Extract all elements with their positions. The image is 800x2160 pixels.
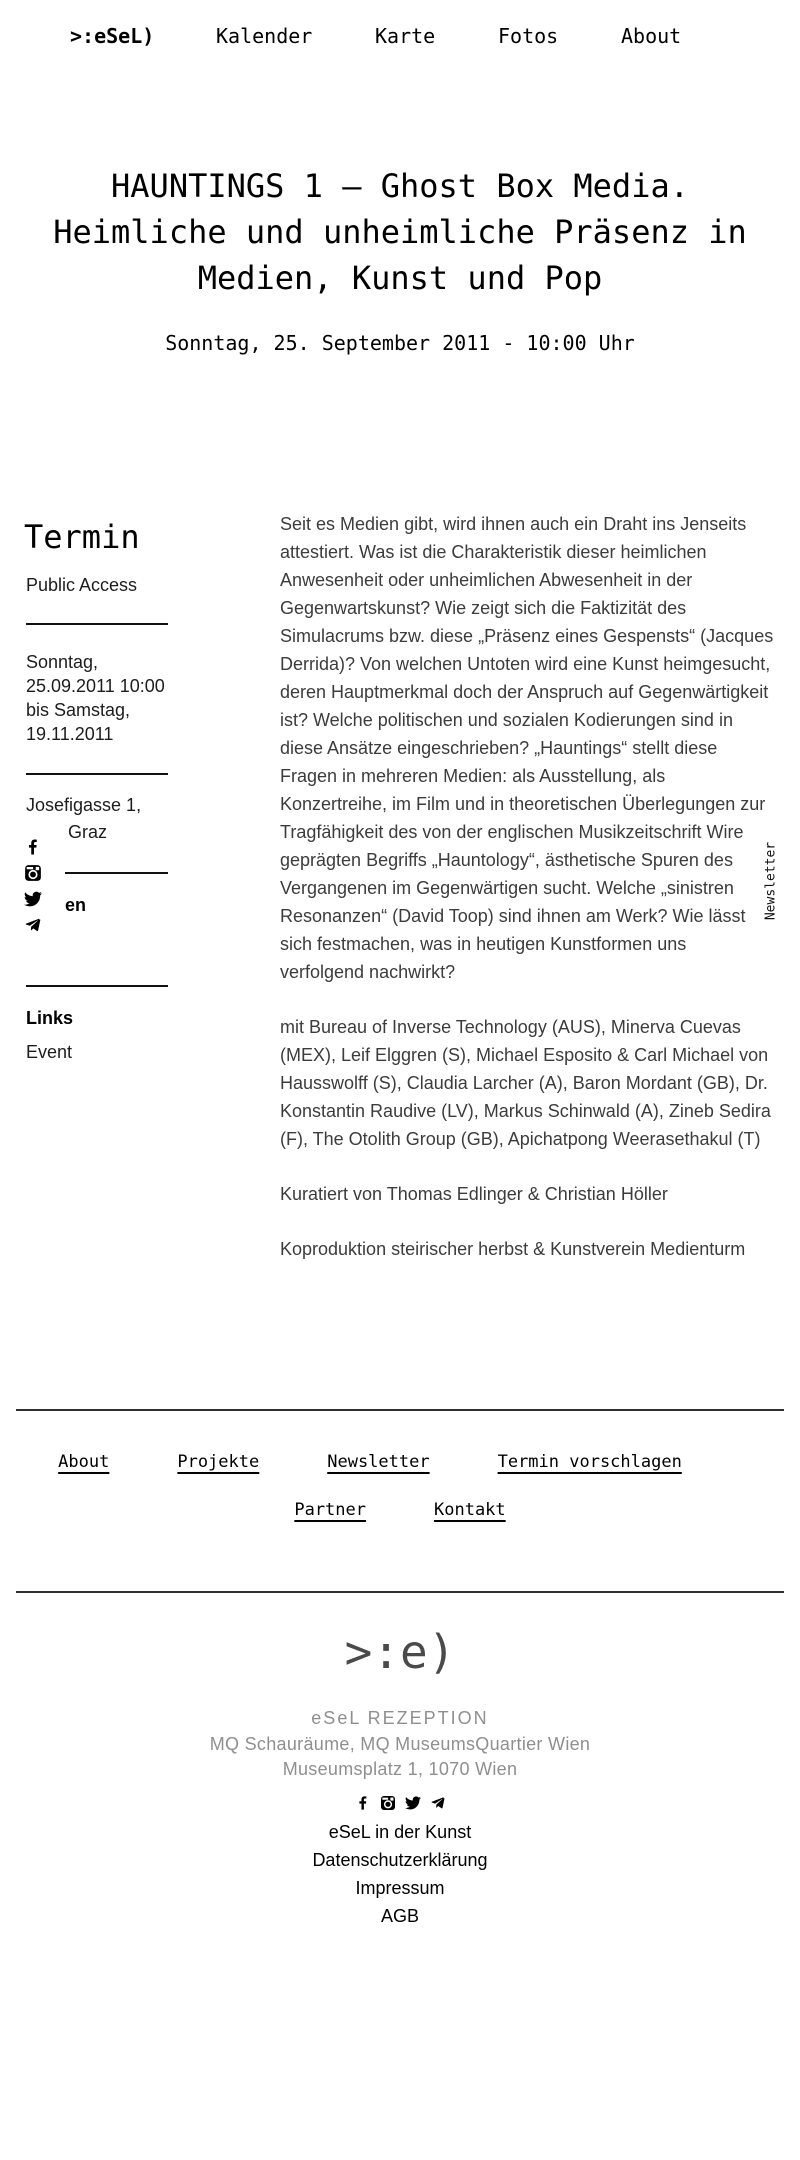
- sidebar-event-dates: [26, 650, 165, 746]
- sidebar-section-title: Termin: [24, 518, 140, 556]
- article-paragraph-coproduction: Koproduktion steirischer herbst & Kunstverein Medienturm: [280, 1239, 746, 1259]
- footer-logo[interactable]: >:e): [344, 1625, 456, 1679]
- footer-address-line-2: Museumsplatz 1, 1070 Wien: [282, 1759, 518, 1779]
- article-body: [280, 510, 774, 1290]
- facebook-icon[interactable]: [355, 1795, 371, 1811]
- title-line-3: Medien, Kunst und Pop: [197, 259, 603, 297]
- nav-item-about[interactable]: About: [621, 24, 682, 48]
- footer-links: [0, 1822, 800, 1934]
- event-date-start-day: Sonntag,: [26, 652, 99, 672]
- twitter-icon[interactable]: [405, 1795, 421, 1811]
- page-title: [0, 163, 800, 301]
- footer-link-impressum[interactable]: Impressum: [355, 1878, 445, 1898]
- links-label: Links: [26, 1008, 74, 1028]
- telegram-icon[interactable]: [24, 916, 42, 934]
- event-date-start: 25.09.2011 10:00: [26, 676, 165, 696]
- footer-nav-newsletter[interactable]: Newsletter: [327, 1452, 430, 1472]
- footer-social-row: [0, 1795, 800, 1811]
- instagram-icon[interactable]: [24, 864, 42, 882]
- event-address-city: Graz: [68, 822, 108, 842]
- title-line-1: HAUNTINGS 1 – Ghost Box Media.: [111, 167, 689, 205]
- social-sidebar: [24, 838, 42, 934]
- twitter-icon[interactable]: [24, 890, 42, 908]
- event-date-line: Sonntag, 25. September 2011 - 10:00 Uhr: [165, 331, 635, 355]
- facebook-icon[interactable]: [24, 838, 42, 856]
- sidebar-divider: [26, 985, 168, 987]
- footer-divider-top: [16, 1409, 784, 1411]
- footer-nav-kontakt[interactable]: Kontakt: [434, 1500, 506, 1520]
- footer-link-datenschutz[interactable]: Datenschutzerklärung: [312, 1850, 488, 1870]
- footer-nav-about[interactable]: About: [58, 1452, 110, 1472]
- nav-item-fotos[interactable]: Fotos: [498, 24, 559, 48]
- sidebar-divider: [26, 773, 168, 775]
- nav-item-karte[interactable]: Karte: [375, 24, 436, 48]
- sidebar-divider: [26, 623, 168, 625]
- event-address-street: Josefigasse 1,: [26, 795, 142, 815]
- event-date-end: 19.11.2011: [26, 724, 114, 744]
- newsletter-side-tab[interactable]: Newsletter: [763, 841, 779, 921]
- article-paragraph-artists: mit Bureau of Inverse Technology (AUS), Minerva Cuevas (MEX), Leif Elggren (S), Michael Esposito & Carl Michael von Hausswolff (S), Claudia Larcher (A), Baron Mordant (GB), Dr. Konstantin Raudive (LV), Markus Schinwald (A), Zineb Sedira (F), The Otolith Group (GB), Apichatpong Weerasethakul (T): [280, 1017, 771, 1149]
- language-toggle[interactable]: en: [65, 895, 87, 915]
- footer-nav-partner[interactable]: Partner: [294, 1500, 366, 1520]
- footer-divider-bottom: [16, 1591, 784, 1593]
- footer-link-agb[interactable]: AGB: [380, 1906, 419, 1926]
- footer-org-name: eSeL REZEPTION: [311, 1708, 489, 1728]
- title-line-2: Heimliche und unheimliche Präsenz in: [53, 213, 747, 251]
- sidebar-category-link[interactable]: Public Access: [26, 575, 138, 595]
- event-link[interactable]: Event: [26, 1042, 73, 1062]
- footer-nav-termin-vorschlagen[interactable]: Termin vorschlagen: [497, 1452, 682, 1472]
- nav-item-kalender[interactable]: Kalender: [216, 24, 313, 48]
- article-paragraph-intro: Seit es Medien gibt, wird ihnen auch ein Draht ins Jenseits attestiert. Was ist die Charakteristik dieser heimlichen Anwesenheit oder unheimlichen Abwesenheit in der Gegenwartskunst? Wie zeigt sich die Faktizität des Simulacrums bzw. diese „Präsenz eines Gespensts“ (Jacques Derrida)? Von welchen Untoten wird eine Kunst heimgesucht, deren Hauptmerkmal doch der Anspruch auf Gegenwärtigkeit ist? Welche politischen und sozialen Kodierungen sind in diese Ansätze eingeschrieben? „Hauntings“ stellt diese Fragen in mehreren Medien: als Ausstellung, als Konzertreihe, im Film und in theoretischen Überlegungen zur Tragfähigkeit des von der englischen Musikzeitschrift Wire geprägten Begriffs „Hauntology“, ästhetische Spuren des Vergangenen im Gegenwärtigen sucht. Welche „sinistren Resonanzen“ (David Toop) sind ihnen am Werk? Wie lässt sich festmachen, was in heutigen Kunstformen uns verfolgend nachwirkt?: [280, 514, 774, 982]
- article-paragraph-curators: Kuratiert von Thomas Edlinger & Christian Höller: [280, 1184, 668, 1204]
- footer-link-esel-in-der-kunst[interactable]: eSeL in der Kunst: [328, 1822, 472, 1842]
- site-logo[interactable]: >:eSeL): [70, 24, 155, 48]
- footer-address-line-1: MQ Schauräume, MQ MuseumsQuartier Wien: [209, 1734, 591, 1754]
- footer-nav-row-2: [0, 1500, 800, 1520]
- language-divider: [65, 872, 168, 874]
- event-date-until: bis Samstag,: [26, 700, 131, 720]
- instagram-icon[interactable]: [380, 1795, 396, 1811]
- footer-nav-projekte[interactable]: Projekte: [177, 1452, 260, 1472]
- telegram-icon[interactable]: [430, 1795, 446, 1811]
- footer-nav-row-1: [0, 1452, 770, 1472]
